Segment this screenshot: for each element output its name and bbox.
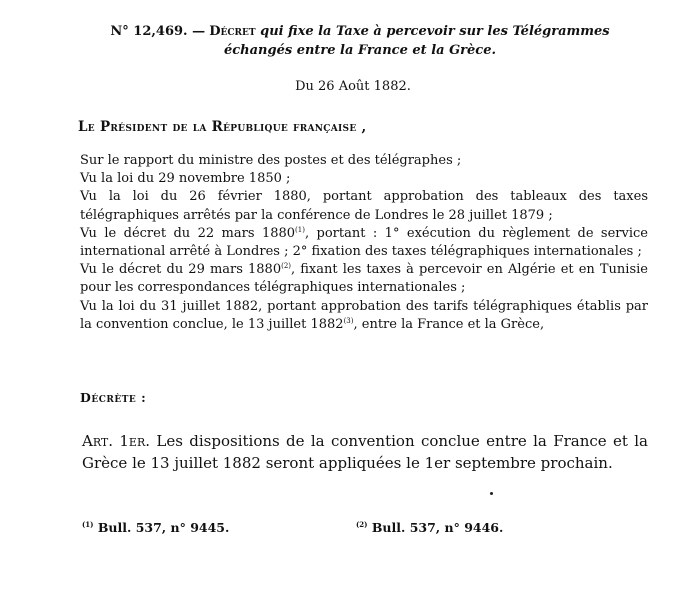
footnote-1-mark: (1) — [82, 520, 94, 529]
footnote-1 — [82, 520, 229, 535]
article-label: Art. 1er. — [82, 432, 151, 450]
paragraph-loi-1850: Vu la loi du 29 novembre 1850 ; — [80, 171, 291, 187]
decrete-label: Décrète : — [80, 390, 147, 405]
decree-title-line-2: échangés entre la France et la Grèce. — [223, 43, 497, 58]
decree-preamble — [80, 152, 648, 334]
paragraph-loi-1882-a: Vu la loi du 31 juillet 1882, portant approbation des tarifs télégraphiques établis par la convention conclue, le 13 juillet 1882 — [80, 298, 648, 332]
paragraph-rapport: Sur le rapport du ministre des postes et des télégraphes ; — [80, 153, 462, 168]
footnote-ref-2: (2) — [281, 262, 292, 271]
article-text: Les dispositions de la convention conclue entre la France et la Grèce le 13 juillet 1882 seront appliquées le 1er septembre prochain. — [82, 432, 649, 472]
paragraph-decret-22-mars — [80, 225, 648, 261]
footnote-2 — [356, 520, 503, 535]
footnote-ref-1: (1) — [295, 225, 305, 234]
decree-date: Du 26 Août 1882. — [295, 79, 411, 94]
decree-title-rest: qui fixe la Taxe à percevoir sur les Télégrammes — [260, 24, 610, 39]
decree-heading — [60, 22, 660, 60]
footnote-1-text: Bull. 537, n° 9445. — [97, 520, 230, 535]
paragraph-decret-29-mars-a: Vu le décret du 29 mars 1880 — [80, 262, 282, 278]
president-line: Le Président de la République française , — [78, 119, 367, 135]
paragraph-decret-22-mars-b: , portant : 1° exécution du règlement de service international arrêté à Londres ; 2° fixation des taxes télégraphiques internationales ; — [80, 225, 648, 260]
decree-number: N° 12,469. — — [110, 24, 206, 39]
paragraph-decret-29-mars-b: , fixant les taxes à percevoir en Algérie et en Tunisie pour les correspondances télégraphiques internationales ; — [80, 262, 648, 296]
paragraph-decret-29-mars — [80, 261, 648, 297]
paragraph-loi-1882-b: , entre la France et la Grèce, — [353, 316, 545, 332]
paragraph-decret-22-mars-a: Vu le décret du 22 mars 1880 — [80, 225, 296, 241]
print-speck — [490, 492, 493, 495]
footnote-2-mark: (2) — [356, 520, 368, 529]
decree-title-line-1 — [209, 24, 609, 39]
footnote-2-text: Bull. 537, n° 9446. — [371, 520, 504, 535]
paragraph-loi-1882 — [80, 298, 648, 334]
paragraph-loi-1880: Vu la loi du 26 février 1880, portant approbation des tableaux des taxes télégraphiques arrêtés par la conférence de Londres le 28 juillet 1879 ; — [80, 189, 648, 223]
heading-line-1 — [60, 22, 660, 41]
footnote-ref-3: (3) — [343, 316, 354, 325]
article-1 — [82, 430, 648, 474]
decree-title-prefix: Décret — [209, 24, 256, 39]
